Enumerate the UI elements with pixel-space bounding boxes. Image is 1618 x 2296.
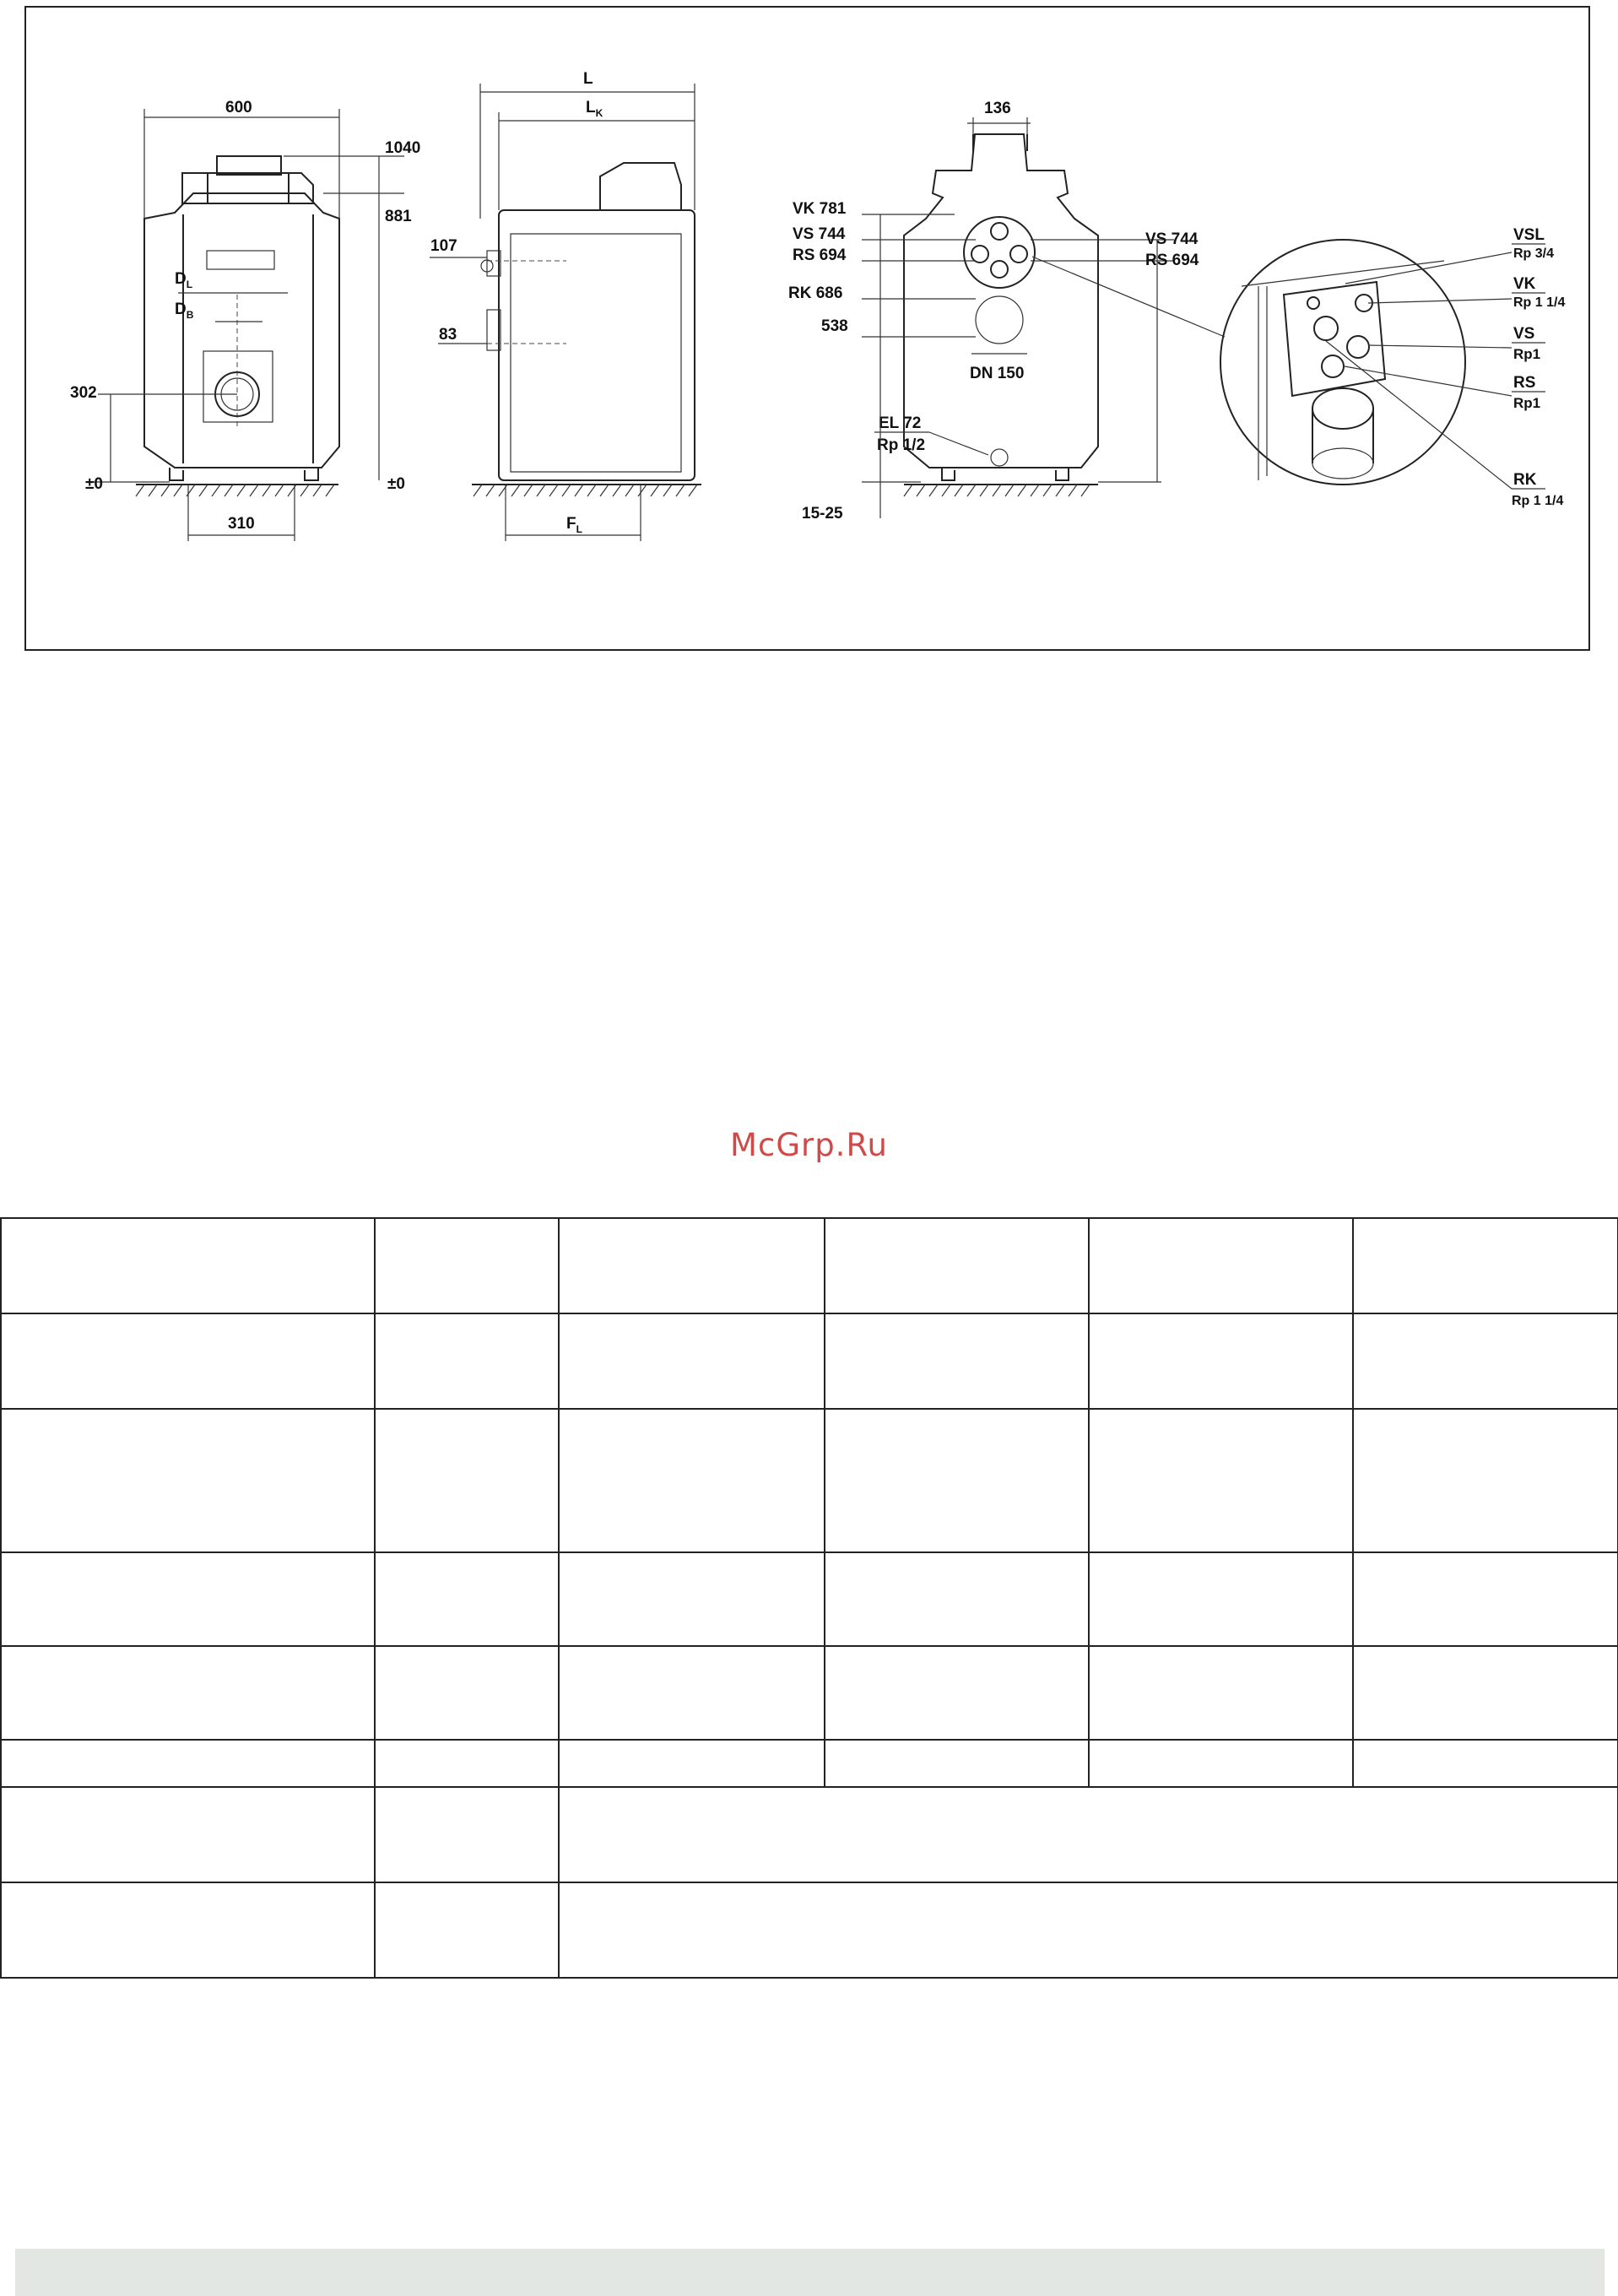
table-cell (1353, 1409, 1618, 1552)
table-cell (1, 1218, 375, 1313)
table-cell (375, 1740, 559, 1787)
rear-vs744-right: VS 744 (1145, 230, 1199, 248)
detail-rs: RS (1513, 374, 1536, 392)
table-cell (375, 1646, 559, 1740)
table-cell (1089, 1552, 1353, 1646)
table-cell (1, 1787, 375, 1882)
boiler-dimension-drawing (26, 8, 1592, 653)
table-cell (375, 1882, 559, 1978)
table-cell (1, 1313, 375, 1409)
table-row (1, 1218, 1618, 1313)
table-row (1, 1552, 1618, 1646)
table-row (1, 1646, 1618, 1740)
detail-rs-thread: Rp1 (1513, 395, 1541, 411)
rear-vk781: VK 781 (793, 200, 847, 218)
table-row (1, 1740, 1618, 1787)
detail-rk-thread: Rp 1 1/4 (1512, 494, 1564, 508)
table-cell (1, 1409, 375, 1552)
detail-rk: RK (1513, 471, 1537, 489)
table-cell (559, 1740, 825, 1787)
rear-width-136: 136 (984, 100, 1011, 117)
front-view (70, 99, 420, 541)
footer-band (15, 2249, 1604, 2296)
side-length-lk: $L_K$ (586, 99, 603, 119)
table-cell (1353, 1218, 1618, 1313)
detail-vk: VK (1513, 275, 1536, 293)
table-cell (825, 1552, 1089, 1646)
table-cell (1, 1646, 375, 1740)
table-cell (1089, 1740, 1353, 1787)
table-cell (1089, 1313, 1353, 1409)
watermark: McGrp.Ru (730, 1127, 888, 1163)
rear-rs694-right: RS 694 (1145, 252, 1199, 269)
table-cell (559, 1218, 825, 1313)
table-cell (375, 1313, 559, 1409)
connection-detail (1220, 226, 1565, 508)
side-fl-label: $F_L$ (566, 515, 582, 535)
table-cell (825, 1646, 1089, 1740)
rear-rs694-left: RS 694 (793, 246, 847, 264)
table-merged-cell (559, 1882, 1618, 1978)
base-width-310: 310 (228, 515, 255, 533)
flue-center-302: 302 (70, 384, 97, 402)
table-cell (1089, 1218, 1353, 1313)
specification-table (0, 1217, 1618, 1979)
table-row (1, 1313, 1618, 1409)
zero-right: ±0 (387, 475, 405, 493)
technical-drawing-frame (24, 6, 1590, 651)
front-width-label: 600 (225, 99, 252, 116)
table-cell (825, 1313, 1089, 1409)
rear-dn150: DN 150 (970, 365, 1025, 382)
detail-vs: VS (1513, 325, 1535, 343)
dl-label: $D_L$ (175, 270, 193, 290)
front-height-881: 881 (385, 208, 412, 225)
table-cell (1353, 1740, 1618, 1787)
side-length-l: L (583, 70, 593, 88)
rear-538: 538 (821, 317, 848, 335)
side-height-107: 107 (430, 237, 457, 255)
table-cell (825, 1740, 1089, 1787)
rear-rk686: RK 686 (788, 284, 843, 302)
side-height-83: 83 (439, 326, 457, 344)
table-cell (375, 1787, 559, 1882)
rear-feet-15-25: 15-25 (802, 505, 843, 523)
table-cell (1, 1740, 375, 1787)
rear-el72: EL 72 (879, 414, 922, 432)
rear-el-thread: Rp 1/2 (877, 436, 926, 454)
table-cell (1089, 1646, 1353, 1740)
detail-vsl-thread: Rp 3/4 (1513, 246, 1555, 261)
table-cell (1, 1882, 375, 1978)
table-cell (559, 1646, 825, 1740)
table-row (1, 1409, 1618, 1552)
table-cell (1353, 1552, 1618, 1646)
table-row (1, 1787, 1618, 1882)
detail-vs-thread: Rp1 (1513, 346, 1541, 362)
table-cell (375, 1409, 559, 1552)
front-height-1040: 1040 (385, 139, 421, 157)
table-cell (825, 1218, 1089, 1313)
table-cell (1353, 1646, 1618, 1740)
table-row (1, 1882, 1618, 1978)
table-cell (559, 1409, 825, 1552)
table-cell (375, 1552, 559, 1646)
table-cell (825, 1409, 1089, 1552)
table-cell (559, 1552, 825, 1646)
rear-vs744-left: VS 744 (793, 225, 846, 243)
side-view (430, 70, 701, 541)
table-cell (1, 1552, 375, 1646)
detail-vk-thread: Rp 1 1/4 (1513, 295, 1566, 310)
db-label: $D_B$ (175, 301, 194, 321)
detail-vsl: VSL (1513, 226, 1545, 244)
table-merged-cell (559, 1787, 1618, 1882)
table-cell (1089, 1409, 1353, 1552)
table-cell (559, 1313, 825, 1409)
rear-view (788, 100, 1225, 523)
table-cell (1353, 1313, 1618, 1409)
zero-left: ±0 (85, 475, 103, 493)
table-cell (375, 1218, 559, 1313)
